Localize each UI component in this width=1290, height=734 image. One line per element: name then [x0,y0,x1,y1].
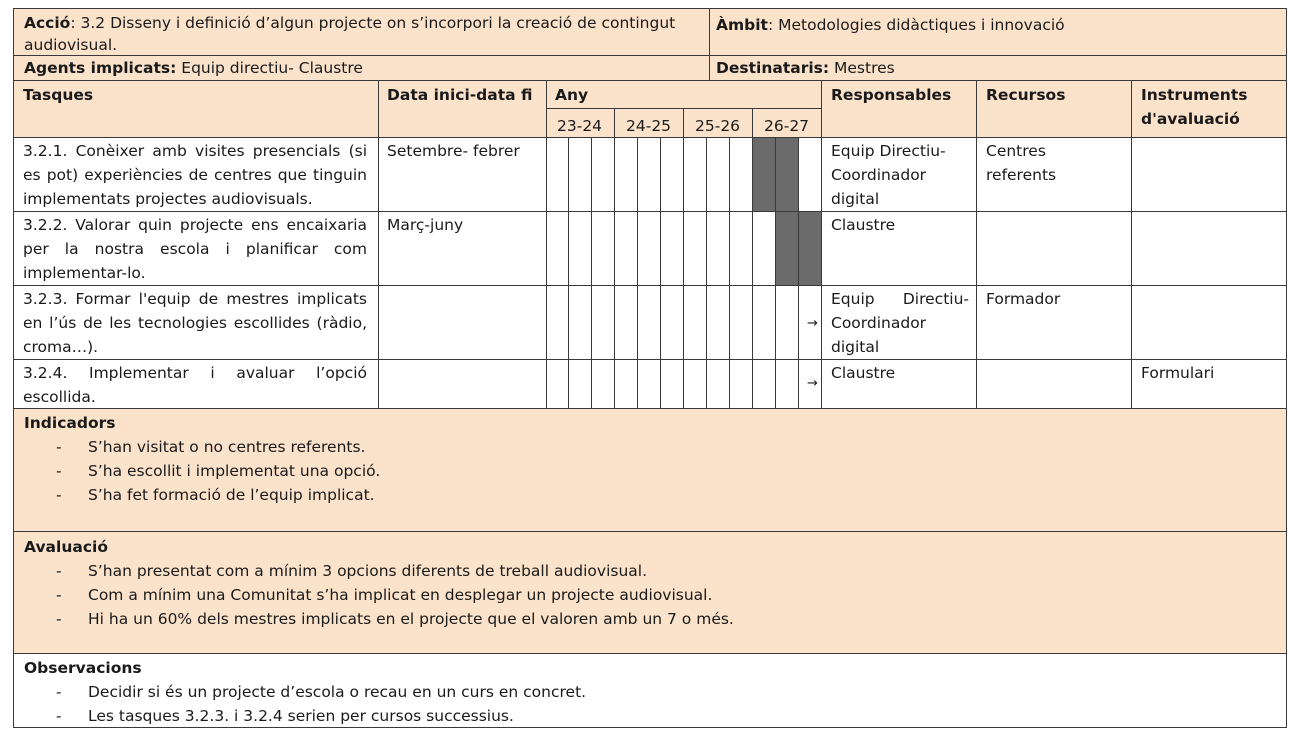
ambit-text: : Metodologies didàctiques i innovació [767,16,1065,34]
row-tasca: 3.2.3. Formar l'equip de mestres implicats en l’ús de les tecnologies escollides (ràdio, croma…). [23,290,367,356]
year-divider [752,108,753,409]
list-dash: - [56,562,62,580]
col-responsables: Responsables [831,86,952,104]
indicador-item: S’ha fet formació de l’equip implicat. [88,486,375,504]
list-dash: - [56,462,62,480]
avaluacio-item: S’han presentat com a mínim 3 opcions diferents de treball audiovisual. [88,562,648,580]
avaluacio-section [13,531,1287,654]
ambit-label: Àmbit [716,16,768,34]
list-dash: - [56,707,62,725]
destinataris-label: Destinataris: [716,59,830,77]
list-dash: - [56,586,62,604]
destinataris-line [716,56,895,80]
row-responsables: Equip Directiu- Coordinador digital [831,290,969,356]
avaluacio-item: Com a mínim una Comunitat s’ha implicat en desplegar un projecte audiovisual. [88,586,713,604]
arrow-right-icon: → [807,316,818,331]
avaluacio-title: Avaluació [24,538,108,556]
year-label: 23-24 [557,117,603,135]
indicadors-section [13,408,1287,532]
list-dash: - [56,486,62,504]
ambit-cell [709,8,1287,56]
indicador-item: S’ha escollit i implementat una opció. [88,462,381,480]
gantt-shade [753,138,799,211]
col-any: Any [555,86,589,104]
list-dash: - [56,683,62,701]
col-recursos: Recursos [986,86,1066,104]
accio-text: : 3.2 Disseny i definició d’algun projecte on s’incorpori la creació de contingut [70,14,676,32]
destinataris-cell [709,55,1287,81]
col-instruments-2: d'avaluació [1141,110,1240,128]
indicadors-title: Indicadors [24,414,116,432]
row-responsables: Equip Directiu- Coordinador digital [831,142,946,208]
action-sheet [13,8,1287,728]
year-divider [614,108,615,409]
arrow-right-icon: → [807,376,818,391]
year-divider [683,108,684,409]
col-tasques: Tasques [23,86,94,104]
gantt-divider [591,137,592,409]
row-data: Març-juny [387,216,464,234]
gantt-divider [660,137,661,409]
accio-text-line2: audiovisual. [24,36,118,54]
agents-line [24,56,363,80]
list-dash: - [56,610,62,628]
row-data: Setembre- febrer [387,142,520,160]
row-tasca: 3.2.1. Conèixer amb visites presencials (si es pot) experiències de centres que tinguin implementats projectes audiovisuals. [23,142,367,208]
col-instruments-1: Instruments [1141,86,1248,104]
gantt-divider [568,137,569,409]
observacio-item: Les tasques 3.2.3. i 3.2.4 serien per cursos successius. [88,707,514,725]
list-dash: - [56,438,62,456]
agents-label: Agents implicats: [24,59,177,77]
row-recursos: Formador [986,290,1061,308]
agents-cell [13,55,710,81]
row-divider [13,359,1287,360]
year-label: 26-27 [764,117,810,135]
observacions-section [13,653,1287,728]
row-divider [13,211,1287,212]
indicador-item: S’han visitat o no centres referents. [88,438,366,456]
destinataris-text: Mestres [829,59,895,77]
ambit-line [716,13,1065,37]
accio-label: Acció [24,14,71,32]
accio-cell [13,8,710,56]
gantt-divider [729,137,730,409]
year-divider [546,108,822,109]
observacio-item: Decidir si és un projecte d’escola o recau en un curs en concret. [88,683,587,701]
row-recursos: Centres referents [986,142,1057,184]
gantt-divider [706,137,707,409]
row-responsables: Claustre [831,364,896,382]
accio-line1 [24,11,675,35]
col-divider [378,80,379,409]
gantt-divider [637,137,638,409]
col-data: Data inici-data fi [387,86,533,104]
observacions-title: Observacions [24,659,142,677]
gantt-divider [798,137,799,409]
row-responsables: Claustre [831,216,896,234]
year-label: 24-25 [626,117,672,135]
row-divider [13,285,1287,286]
col-divider [976,80,977,409]
col-divider [546,80,547,409]
row-tasca: 3.2.4. Implementar i avaluar l’opció escollida. [23,364,367,406]
col-divider [1131,80,1132,409]
col-divider [821,80,822,409]
row-instruments: Formulari [1141,364,1215,382]
gantt-divider [775,137,776,409]
year-label: 25-26 [695,117,741,135]
agents-text: Equip directiu- Claustre [176,59,363,77]
row-tasca: 3.2.2. Valorar quin projecte ens encaixaria per la nostra escola i planificar com implementar-lo. [23,216,367,282]
avaluacio-item: Hi ha un 60% dels mestres implicats en el projecte que el valoren amb un 7 o més. [88,610,734,628]
